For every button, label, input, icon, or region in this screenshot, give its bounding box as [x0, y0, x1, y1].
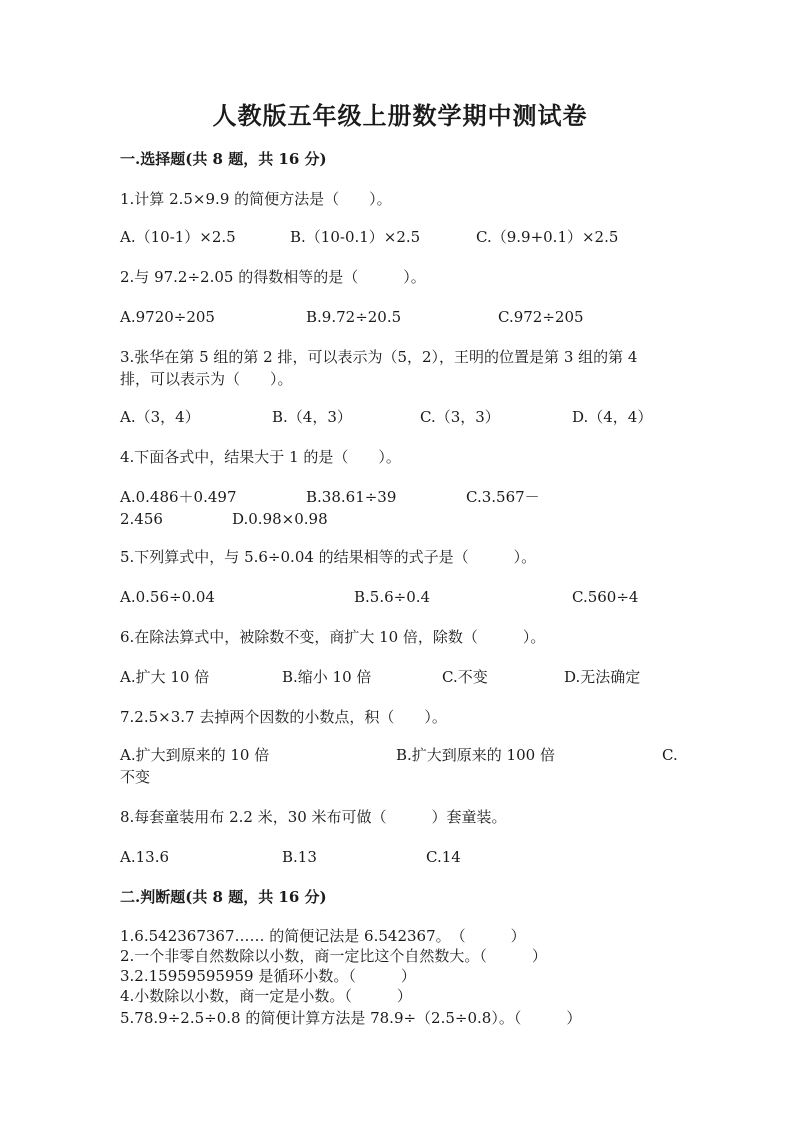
option-c: C.14 — [426, 848, 461, 866]
option-c-continued: 不变 — [120, 768, 151, 786]
section-heading-judgement: 二.判断题(共 8 题，共 16 分) — [120, 888, 327, 906]
judgement-item: 1.6.542367367…… 的简便记法是 6.542367。 （ ） — [120, 927, 526, 945]
section-heading-choice: 一.选择题(共 8 题，共 16 分) — [120, 150, 327, 168]
question-stem-line1: 3.张华在第 5 组的第 2 排，可以表示为（5，2），王明的位置是第 3 组的第 4 — [120, 348, 638, 366]
judgement-item: 3.2.15959595959 是循环小数。（ ） — [120, 967, 416, 985]
judgement-item: 5.78.9÷2.5÷0.8 的简便计算方法是 78.9÷（2.5÷0.8）。（ ） — [120, 1009, 582, 1027]
option-c-continued: 2.456 — [120, 510, 163, 528]
judgement-item: 2.一个非零自然数除以小数，商一定比这个自然数大。（ ） — [120, 947, 547, 965]
question-stem: 2.与 97.2÷2.05 的得数相等的是（ ）。 — [120, 268, 426, 286]
option-b: B.5.6÷0.4 — [354, 588, 431, 606]
page-title: 人教版五年级上册数学期中测试卷 — [212, 101, 588, 130]
option-c: C.972÷205 — [498, 308, 584, 326]
option-d: D.0.98×0.98 — [232, 510, 328, 528]
option-d: D.（4，4） — [572, 408, 653, 426]
option-c: C.3.567－ — [466, 488, 540, 506]
question-stem: 1.计算 2.5×9.9 的简便方法是（ ）。 — [120, 190, 392, 208]
option-b: B.（4，3） — [272, 408, 352, 426]
option-d: D.无法确定 — [564, 668, 641, 686]
option-b: B.扩大到原来的 100 倍 — [396, 746, 555, 764]
option-b: B.（10-0.1）×2.5 — [290, 228, 421, 246]
option-c: C.（3，3） — [420, 408, 500, 426]
option-a: A.0.56÷0.04 — [120, 588, 215, 606]
option-c: C.560÷4 — [572, 588, 639, 606]
option-c: C.（9.9+0.1）×2.5 — [476, 228, 619, 246]
judgement-item: 4.小数除以小数，商一定是小数。（ ） — [120, 987, 412, 1005]
option-a: A.（10-1）×2.5 — [120, 228, 236, 246]
question-stem: 8.每套童装用布 2.2 米，30 米布可做（ ）套童装。 — [120, 808, 507, 826]
option-b: B.13 — [282, 848, 317, 866]
question-stem-line2: 排，可以表示为（ ）。 — [120, 370, 293, 388]
option-a: A.扩大 10 倍 — [120, 668, 210, 686]
option-c: C. — [662, 746, 678, 764]
option-a: A.13.6 — [120, 848, 169, 866]
option-c: C.不变 — [442, 668, 488, 686]
option-a: A.扩大到原来的 10 倍 — [120, 746, 270, 764]
question-stem: 7.2.5×3.7 去掉两个因数的小数点，积（ ）。 — [120, 708, 447, 726]
option-a: A.9720÷205 — [120, 308, 215, 326]
option-a: A.（3，4） — [120, 408, 200, 426]
option-a: A.0.486＋0.497 — [120, 488, 237, 506]
question-stem: 5.下列算式中，与 5.6÷0.04 的结果相等的式子是（ ）。 — [120, 548, 537, 566]
option-b: B.缩小 10 倍 — [282, 668, 372, 686]
question-stem: 6.在除法算式中，被除数不变，商扩大 10 倍，除数（ ）。 — [120, 628, 546, 646]
question-stem: 4.下面各式中，结果大于 1 的是（ ）。 — [120, 448, 401, 466]
option-b: B.38.61÷39 — [306, 488, 397, 506]
option-b: B.9.72÷20.5 — [306, 308, 402, 326]
